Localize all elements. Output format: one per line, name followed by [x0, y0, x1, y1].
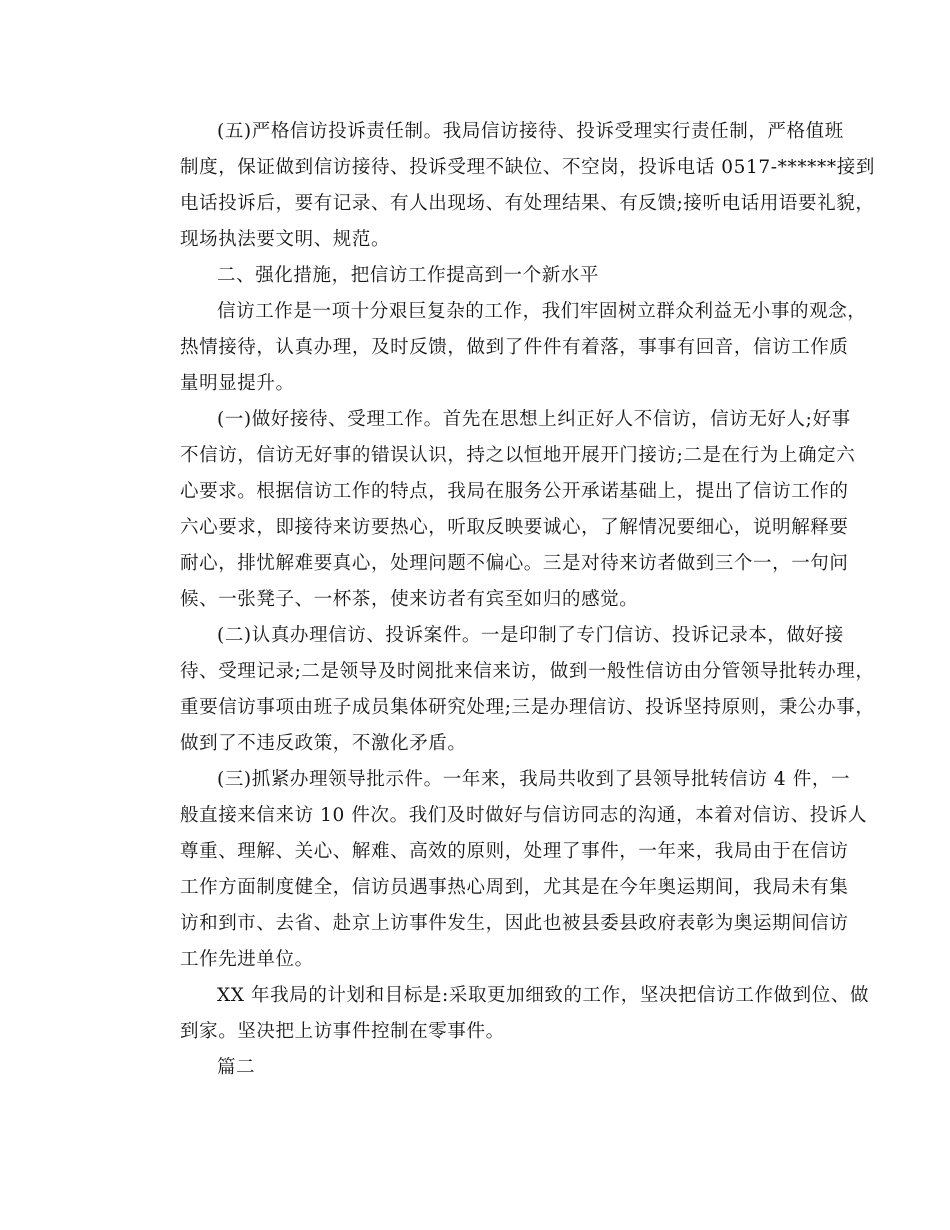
paragraph-leader-instructions	[143, 762, 868, 978]
paragraph-handle-cases	[143, 618, 875, 762]
text-line: 二、强化措施，把信访工作提高到一个新水平	[217, 265, 600, 286]
text-line: 心要求。根据信访工作的特点，我局在服务公开承诺基础上，提出了信访工作的	[180, 481, 849, 502]
text-line: (三)抓紧办理领导批示件。一年来，我局共收到了县领导批转信访 4 件，一	[217, 769, 851, 790]
text-line: 工作先进单位。	[180, 949, 314, 970]
text-line: 六心要求，即接待来访要热心，听取反映要诚心，了解情况要细心，说明解释要	[180, 517, 849, 538]
text-line: 访和到市、去省、赴京上访事件发生，因此也被县委县政府表彰为奥运期间信访	[180, 913, 849, 934]
text-line: 不信访，信访无好事的错误认识，持之以恒地开展开门接访;二是在行为上确定六	[180, 445, 856, 466]
section-heading-part-two	[143, 1050, 815, 1086]
text-line: 候、一张凳子、一杯茶，使来访者有宾至如归的感觉。	[180, 589, 639, 610]
text-line: 量明显提升。	[180, 373, 295, 394]
text-line: 篇二	[217, 1057, 256, 1078]
text-line: 电话投诉后，要有记录、有人出现场、有处理结果、有反馈;接听电话用语要礼貌，	[180, 193, 875, 214]
document-body	[143, 114, 875, 1086]
text-line: 待、受理记录;二是领导及时阅批来信来访，做到一般性信访由分管领导批转办理，	[180, 661, 875, 682]
paragraph-plan-and-goals	[143, 978, 870, 1050]
text-line: (二)认真办理信访、投诉案件。一是印制了专门信访、投诉记录本，做好接	[217, 625, 844, 646]
section-heading-strengthen-measures	[143, 258, 815, 294]
text-line: 重要信访事项由班子成员集体研究处理;三是办理信访、投诉坚持原则，秉公办事，	[180, 697, 875, 718]
text-line: (一)做好接待、受理工作。首先在思想上纠正好人不信访，信访无好人;好事	[217, 409, 851, 430]
text-line: 信访工作是一项十分艰巨复杂的工作，我们牢固树立群众利益无小事的观念，	[217, 301, 867, 322]
text-line: 现场执法要文明、规范。	[180, 229, 391, 250]
paragraph-reception-work	[143, 402, 856, 618]
text-line: 做到了不违反政策，不激化矛盾。	[180, 733, 467, 754]
text-line: 制度，保证做到信访接待、投诉受理不缺位、不空岗，投诉电话 0517-******接到	[180, 157, 875, 178]
paragraph-petition-work-intro	[143, 294, 867, 402]
text-line: XX 年我局的计划和目标是:采取更加细致的工作，坚决把信访工作做到位、做	[217, 985, 870, 1006]
text-line: 热情接待，认真办理，及时反馈，做到了件件有着落，事事有回音，信访工作质	[180, 337, 849, 358]
text-line: (五)严格信访投诉责任制。我局信访接待、投诉受理实行责任制，严格值班	[217, 121, 844, 142]
text-line: 耐心，排忧解难要真心，处理问题不偏心。三是对待来访者做到三个一，一句问	[180, 553, 849, 574]
text-line: 工作方面制度健全，信访员遇事热心周到，尤其是在今年奥运期间，我局未有集	[180, 877, 849, 898]
text-line: 般直接来信来访 10 件次。我们及时做好与信访同志的沟通，本着对信访、投诉人	[180, 805, 868, 826]
text-line: 到家。坚决把上访事件控制在零事件。	[180, 1021, 505, 1042]
paragraph-complaint-responsibility	[143, 114, 875, 258]
text-line: 尊重、理解、关心、解难、高效的原则，处理了事件，一年来，我局由于在信访	[180, 841, 849, 862]
